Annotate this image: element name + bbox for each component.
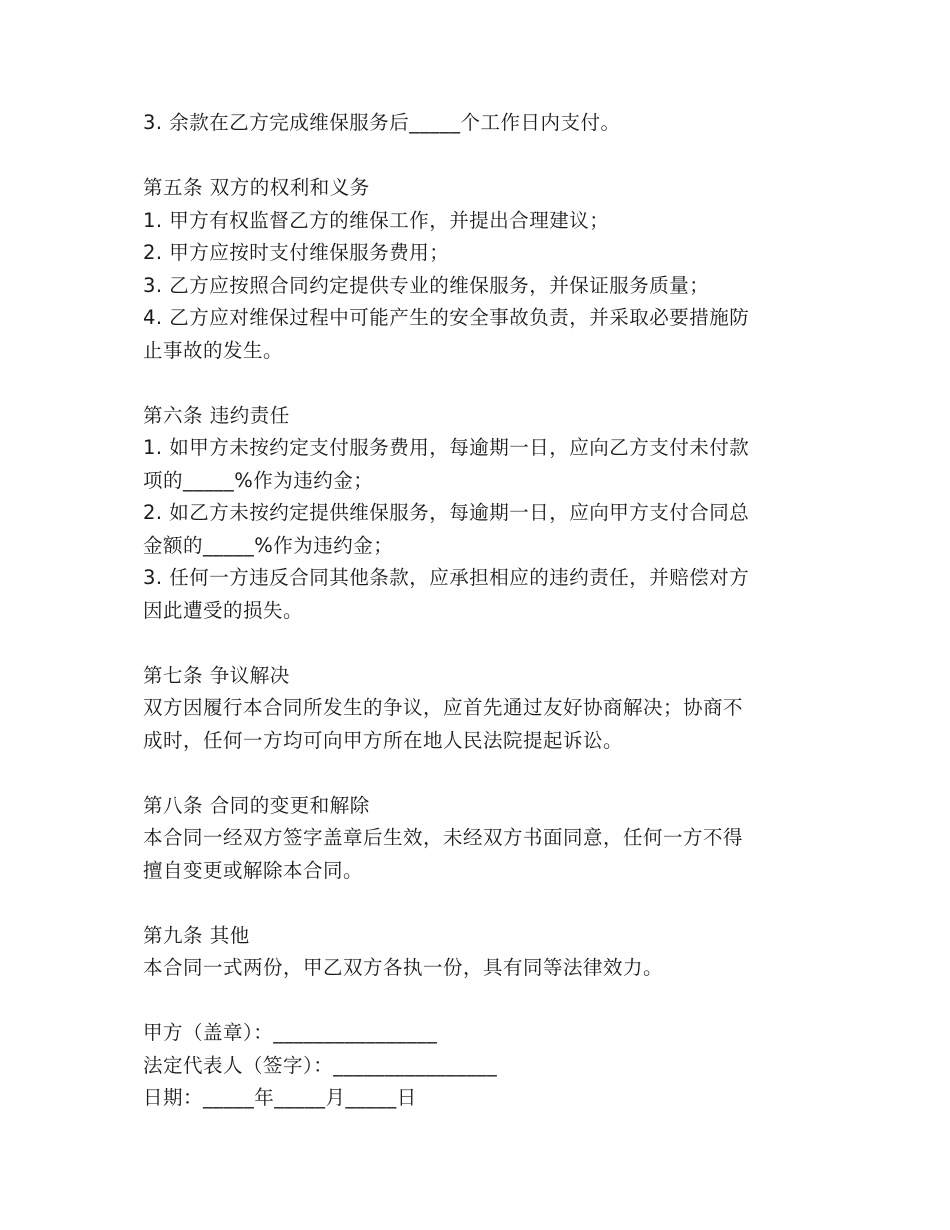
section-6-line: 因此遭受的损失。 — [143, 598, 304, 622]
spacer — [143, 140, 813, 173]
section-8-heading: 第八条 合同的变更和解除 — [143, 793, 370, 817]
section-8-line: 本合同一经双方签字盖章后生效，未经双方书面同意，任何一方不得 — [143, 826, 744, 849]
section-6-heading: 第六条 违约责任 — [143, 403, 290, 427]
section-5-line: 止事故的发生。 — [143, 338, 284, 362]
section-5-line: 2. 甲方应按时支付维保服务费用； — [143, 241, 450, 264]
section-5-line: 3. 乙方应按照合同约定提供专业的维保服务，并保证服务质量； — [143, 273, 710, 297]
section-7-line: 成时，任何一方均可向甲方所在地人民法院提起诉讼。 — [143, 728, 624, 752]
section-5-line: 1. 甲方有权监督乙方的维保工作，并提出合理建议； — [143, 208, 610, 232]
section-9-line: 本合同一式两份，甲乙双方各执一份，具有同等法律效力。 — [143, 956, 664, 979]
section-7-heading: 第七条 争议解决 — [143, 663, 290, 687]
section-6-line: 3. 任何一方违反合同其他条款，应承担相应的违约责任，并赔偿对方 — [143, 566, 750, 589]
legal-rep-signature-line: 法定代表人（签字）：________________ — [143, 1053, 498, 1077]
spacer — [143, 627, 813, 660]
section-5-line: 4. 乙方应对维保过程中可能产生的安全事故负责，并采取必要措施防 — [143, 306, 750, 329]
section-6-line: 金额的_____%作为违约金； — [143, 533, 394, 557]
section-8-line: 擅自变更或解除本合同。 — [143, 858, 364, 882]
section-6-line: 项的_____%作为违约金； — [143, 468, 374, 492]
spacer — [143, 757, 813, 790]
spacer — [143, 985, 813, 1018]
section-5-heading: 第五条 双方的权利和义务 — [143, 176, 370, 199]
section-6-line: 1. 如甲方未按约定支付服务费用，每逾期一日，应向乙方支付未付款 — [143, 436, 750, 459]
spacer — [143, 367, 813, 400]
section-6-line: 2. 如乙方未按约定提供维保服务，每逾期一日，应向甲方支付合同总 — [143, 501, 750, 524]
date-line: 日期：_____年_____月_____日 — [143, 1086, 417, 1109]
party-a-seal-line: 甲方（盖章）：________________ — [143, 1021, 438, 1044]
payment-item-3: 3. 余款在乙方完成维保服务后_____个工作日内支付。 — [143, 111, 621, 134]
section-7-line: 双方因履行本合同所发生的争议，应首先通过友好协商解决；协商不 — [143, 696, 744, 719]
spacer — [143, 887, 813, 920]
contract-page — [143, 107, 813, 1115]
section-9-heading: 第九条 其他 — [143, 923, 250, 947]
